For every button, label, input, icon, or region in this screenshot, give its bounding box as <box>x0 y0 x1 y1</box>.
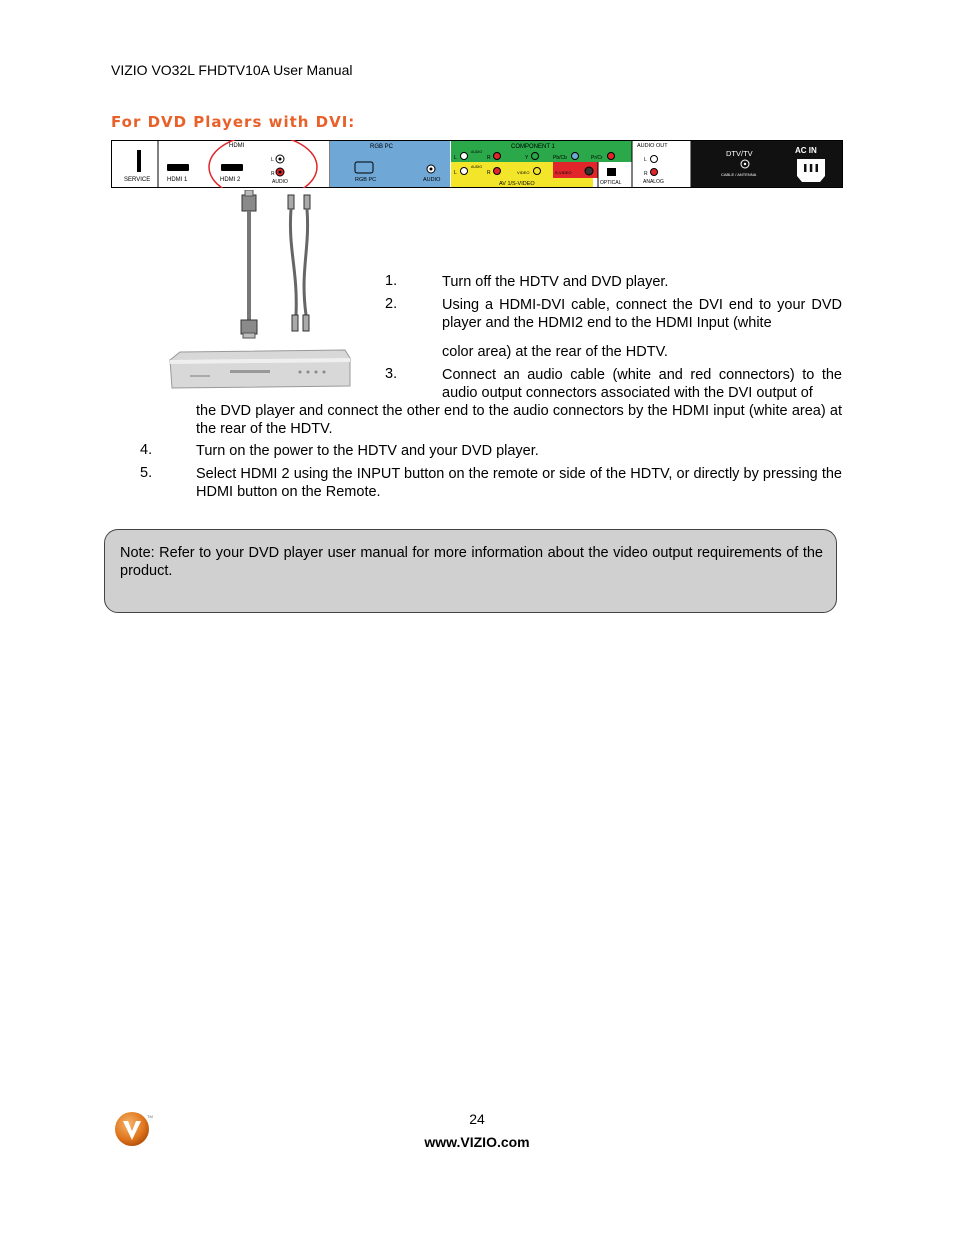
hdmi-group-label: HDMI <box>229 143 245 149</box>
dvd-connection-illustration <box>160 190 360 405</box>
y-label: Y <box>525 155 529 161</box>
rgb-pc-section <box>330 141 450 187</box>
hdmi1-label: HDMI 1 <box>167 177 188 183</box>
comp-r-label: R <box>487 155 491 161</box>
step-number: 4. <box>140 442 153 458</box>
rgb-group-label: RGB PC <box>370 144 394 150</box>
out-r-label: R <box>644 171 648 177</box>
audio-cable <box>288 195 310 331</box>
page-number: 24 <box>469 1111 485 1127</box>
av-audio-label: AUDIO <box>471 165 483 169</box>
rgb-audio-label: AUDIO <box>423 177 441 183</box>
note-text: Note: Refer to your DVD player user manual for more information about the video output requirements of the product. <box>120 545 823 579</box>
step-text: Turn on the power to the HDTV and your DVD player. <box>196 443 539 459</box>
dtv-label: DTV/TV <box>726 149 753 158</box>
pb-label: Pb/Cb <box>553 155 567 161</box>
component-audio-label: AUDIO <box>471 150 483 154</box>
out-l-label: L <box>644 157 647 163</box>
trademark-mark: TM <box>147 1114 153 1119</box>
step-number: 1. <box>385 273 398 289</box>
service-label: SERVICE <box>124 177 151 183</box>
hdmi-dvi-cable <box>241 190 257 338</box>
audio-l-label: L <box>271 157 274 163</box>
video-label: VIDEO <box>517 170 530 175</box>
av-section <box>451 162 598 187</box>
document-header: VIZIO VO32L FHDTV10A User Manual <box>111 62 353 78</box>
section-title: For DVD Players with DVI: <box>111 113 356 131</box>
dtv-ac-section <box>691 141 842 187</box>
step-number: 5. <box>140 465 153 481</box>
step-text: Connect an audio cable (white and red connectors) to the audio output connectors associated with the DVI output of <box>442 367 842 401</box>
component-group-label: COMPONENT 1 <box>511 144 555 150</box>
step-text: Select HDMI 2 using the INPUT button on the remote or side of the HDTV, or directly by pressing the HDMI button on the Remote. <box>196 466 842 500</box>
step-number: 3. <box>385 366 398 382</box>
dvd-player-image <box>170 350 350 388</box>
analog-label: ANALOG <box>643 179 664 185</box>
step-text: color area) at the rear of the HDTV. <box>442 344 668 360</box>
website-url: www.VIZIO.com <box>424 1134 530 1150</box>
component-section <box>451 141 632 162</box>
audio-r-label: R <box>271 171 275 177</box>
comp-l-label: L <box>454 155 457 161</box>
av-r-label: R <box>487 170 491 176</box>
pr-label: Pr/Cr <box>591 155 603 161</box>
ac-in-label: AC IN <box>795 146 817 155</box>
rgb-pc-label: RGB PC <box>355 177 377 183</box>
svideo-label: S-VIDEO <box>555 170 572 175</box>
cable-label: CABLE / ANTENNA <box>721 172 757 177</box>
step-text: Turn off the HDTV and DVD player. <box>442 274 669 290</box>
step-text: Using a HDMI-DVI cable, connect the DVI end to your DVD player and the HDMI2 end to the HDMI Input (white <box>442 297 842 331</box>
hdmi2-label: HDMI 2 <box>220 177 241 183</box>
audio-label: AUDIO <box>272 179 288 185</box>
note-box <box>104 529 837 613</box>
tv-rear-panel-diagram <box>111 140 843 188</box>
av-group-label: AV 1/S-VIDEO <box>499 181 535 187</box>
audio-out-label: AUDIO OUT <box>637 143 668 149</box>
av-l-label: L <box>454 170 457 176</box>
step-text: the DVD player and connect the other end to the audio connectors by the HDMI input (white area) at the rear of the HDTV. <box>196 403 842 437</box>
step-number: 2. <box>385 296 398 312</box>
optical-label: OPTICAL <box>600 180 622 186</box>
